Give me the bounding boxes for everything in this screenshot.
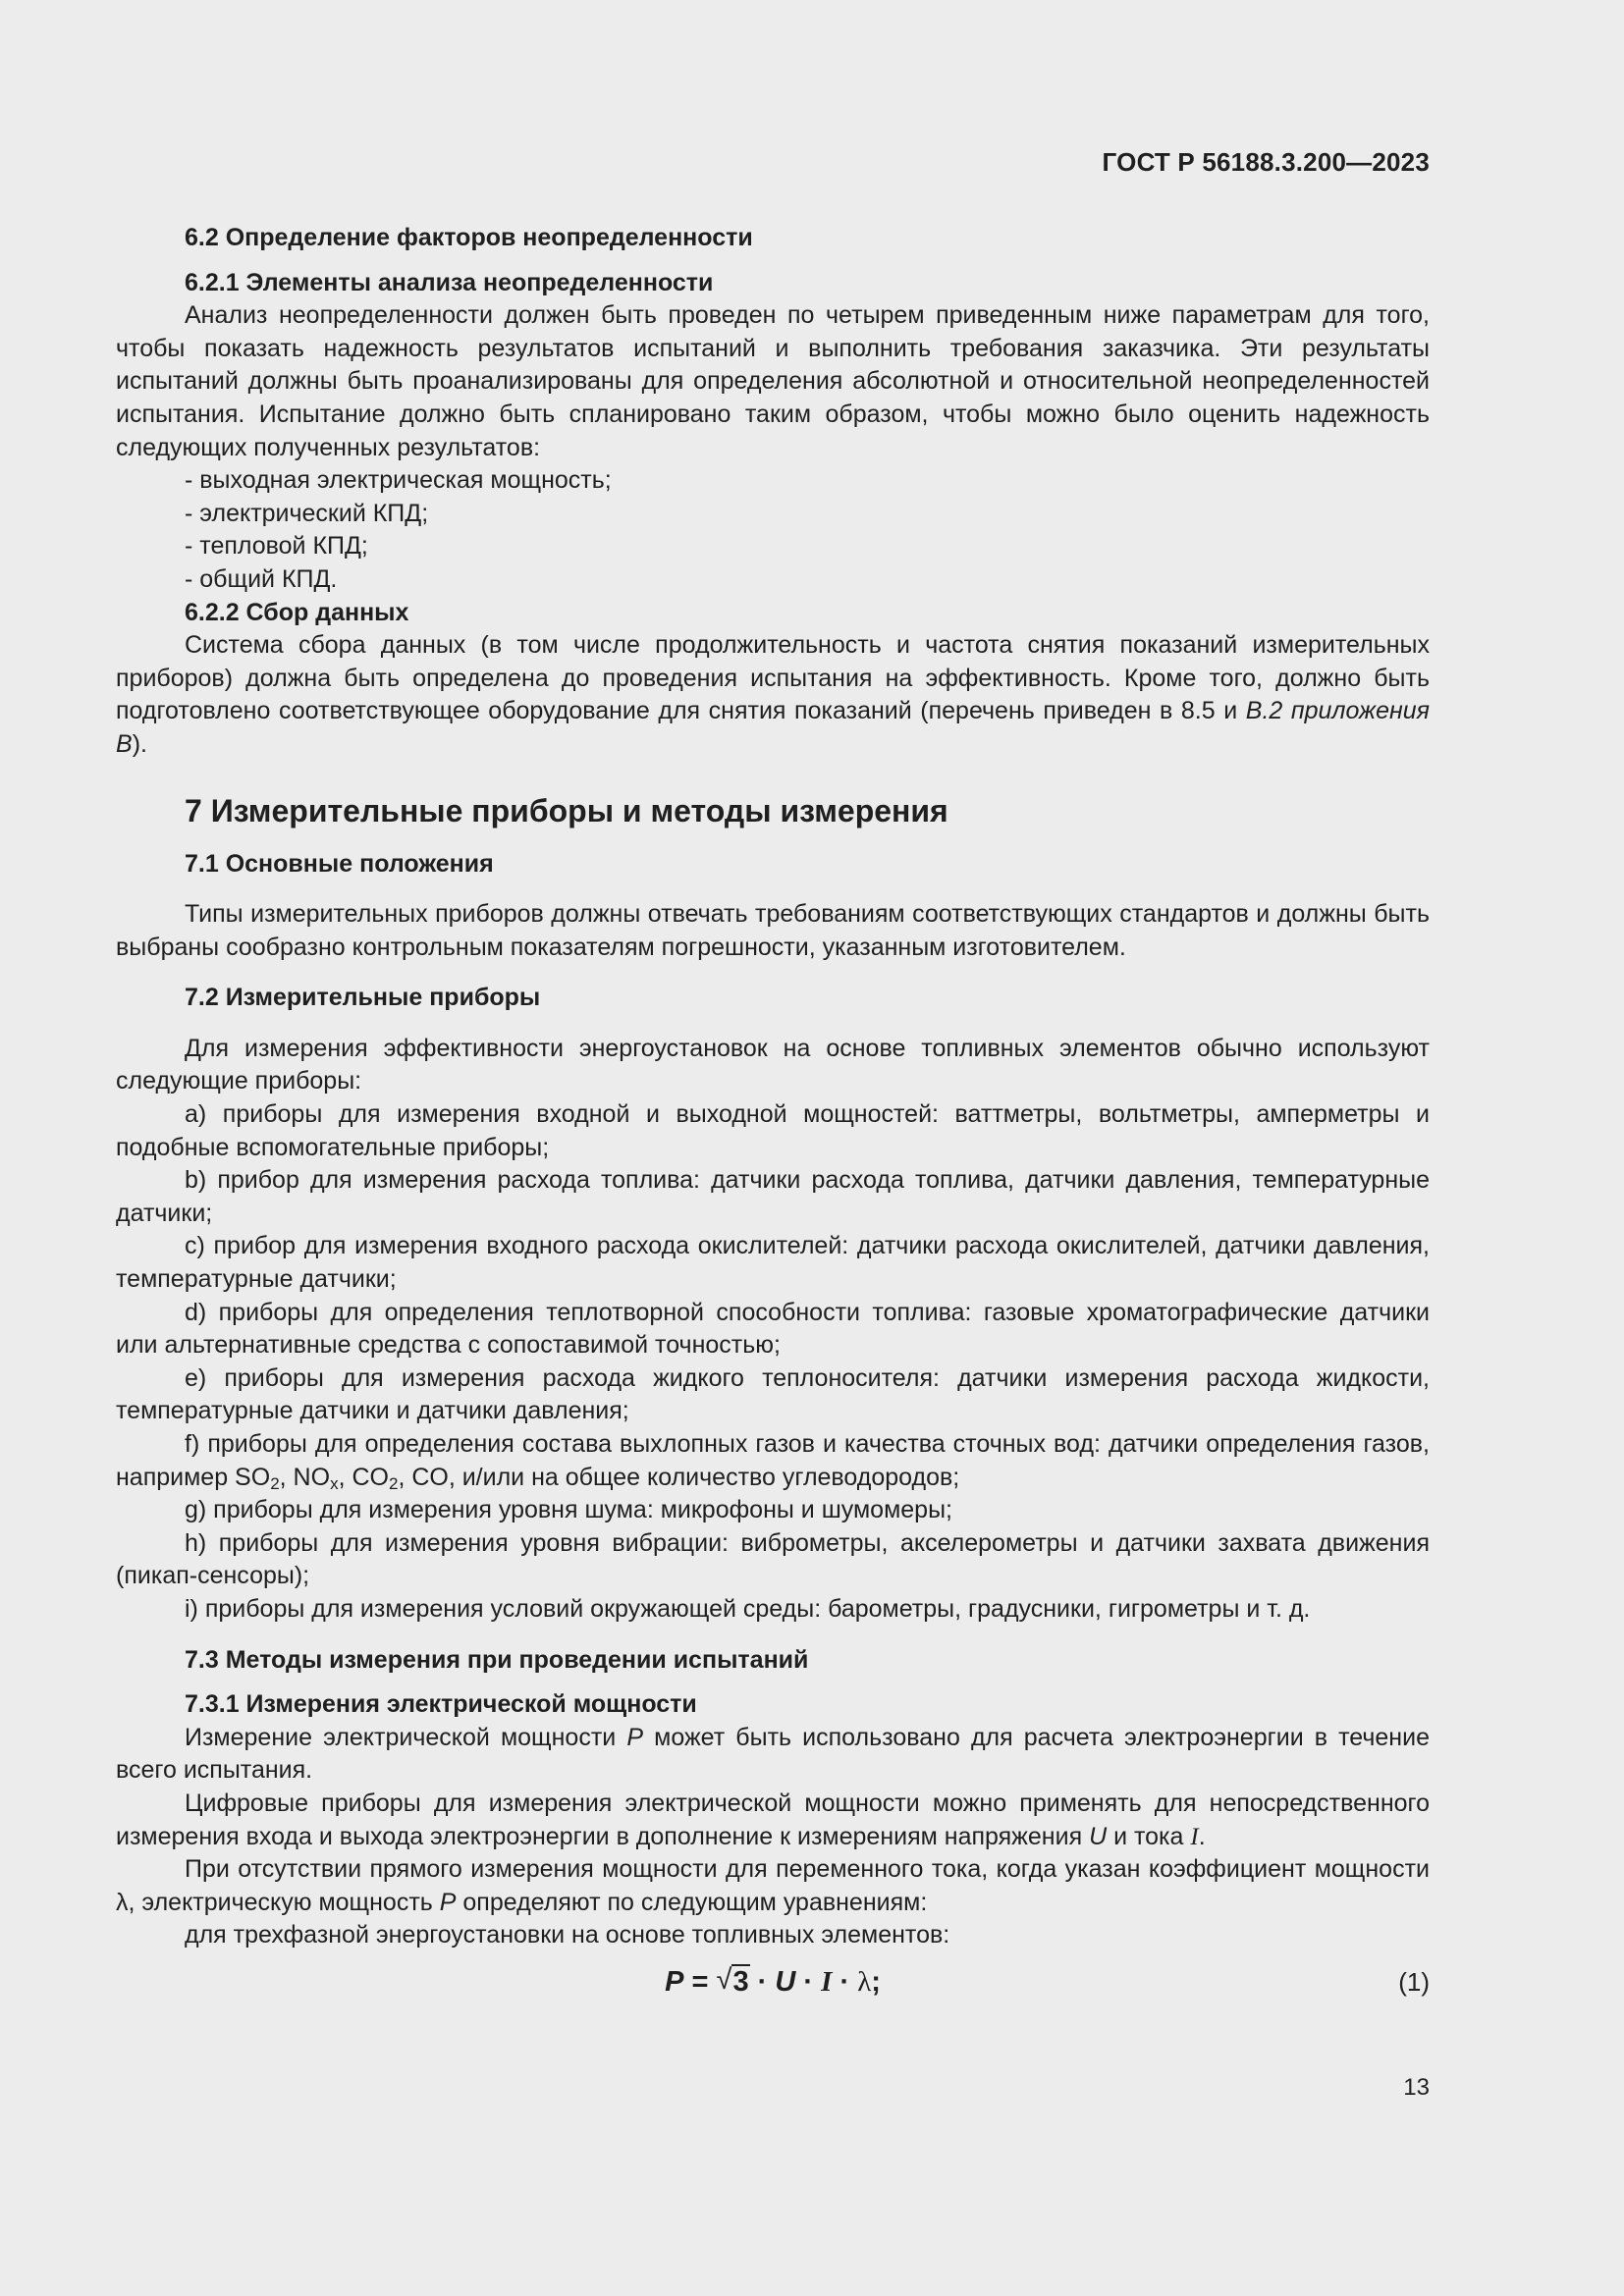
list-item: - выходная электрическая мощность;	[185, 466, 612, 495]
section-6-2-title: 6.2 Определение факторов неопределенности	[185, 224, 753, 251]
instrument-item-f: f) приборы для определения состава выхлопных газов и качества сточных вод: датчики определения газов, например $SO_2$, $NO_x$, $CO_2$, CO, и/или на общее количество углеводородов;	[116, 1430, 1430, 1493]
equation-number: (1)	[1398, 1966, 1430, 1997]
instrument-item-d: d) приборы для определения теплотворной способности топлива: газовые хроматографические датчики или альтернативные средства с сопоставимой точностью;	[116, 1298, 1430, 1360]
section-7-3-title: 7.3 Методы измерения при проведении испытаний	[185, 1645, 809, 1674]
page-content	[116, 222, 1430, 2005]
instrument-item-e: e) приборы для измерения расхода жидкого теплоносителя: датчики измерения расхода жидкости, температурные датчики и датчики давления;	[116, 1363, 1430, 1425]
section-7-2-title: 7.2 Измерительные приборы	[185, 984, 541, 1012]
section-7-3-1-para-4: для трехфазной энергоустановки на основе топливных элементов:	[185, 1921, 950, 1949]
list-item: - общий КПД.	[185, 564, 338, 593]
section-7-1-text: Типы измерительных приборов должны отвечать требованиям соответствующих стандартов и должны быть выбраны сообразно контрольным показателям погрешности, указанным изготовителем.	[116, 900, 1430, 961]
section-6-2-1-title: 6.2.1 Элементы анализа неопределенности	[185, 268, 714, 296]
section-7-3-1-title: 7.3.1 Измерения электрической мощности	[185, 1690, 697, 1719]
equation-1	[116, 1962, 1430, 2005]
section-6-2-2-title: 6.2.2 Сбор данных	[185, 598, 409, 626]
section-7-title: 7 Измерительные приборы и методы измерения	[185, 792, 948, 828]
section-7-2-intro: Для измерения эффективности энергоустановок на основе топливных элементов обычно используют следующие приборы:	[116, 1034, 1430, 1095]
section-7-3-1-para-2: Цифровые приборы для измерения электрической мощности можно применять для непосредственного измерения входа и выхода электроэнергии в дополнение к измерениям напряжения U и тока I.	[116, 1789, 1430, 1850]
list-item: - тепловой КПД;	[185, 532, 368, 561]
section-7-1-title: 7.1 Основные положения	[185, 849, 494, 878]
instrument-item-c: c) прибор для измерения входного расхода окислителей: датчики расхода окислителей, датчики давления, температурные датчики;	[116, 1232, 1430, 1294]
section-7-3-1-para-1: Измерение электрической мощности P может быть использовано для расчета электроэнергии в течение всего испытания.	[116, 1723, 1430, 1785]
instrument-item-b: b) прибор для измерения расхода топлива: датчики расхода топлива, датчики давления, температурные датчики;	[116, 1166, 1430, 1227]
document-header: ГОСТ Р 56188.3.200—2023	[1102, 147, 1430, 177]
instrument-item-h: h) приборы для измерения уровня вибрации: виброметры, акселерометры и датчики захвата движения (пикап-сенсоры);	[116, 1528, 1430, 1590]
section-6-2-1-text: Анализ неопределенности должен быть проведен по четырем приведенным ниже параметрам для того, чтобы показать надежность результатов испытаний и выполнить требования заказчика. Эти результаты испытаний должны быть проанализированы для определения абсолютной и относительной неопределенностей испытания. Испытание должно быть спланировано таким образом, чтобы можно было оценить надежность следующих полученных результатов:	[116, 301, 1430, 461]
square-root: √ 3	[716, 1963, 749, 1998]
section-6-2-2-text: Система сбора данных (в том числе продолжительность и частота снятия показаний измерительных приборов) должна быть определена до проведения испытания на эффективность. Кроме того, должно быть подготовлено соответствующее оборудование для снятия показаний (перечень приведен в 8.5 и В.2 приложения В).	[116, 631, 1431, 758]
appendix-reference: В.2 приложения В	[116, 697, 1431, 758]
equation-expression: P = √ 3 · U · I · λ;	[665, 1963, 881, 1998]
instrument-item-g: g) приборы для измерения уровня шума: микрофоны и шумомеры;	[185, 1496, 952, 1524]
instrument-item-i: i) приборы для измерения условий окружающей среды: барометры, градусники, гигрометры и т. д.	[185, 1594, 1311, 1623]
page-number: 13	[1403, 2074, 1430, 2101]
section-7-3-1-para-3: При отсутствии прямого измерения мощности для переменного тока, когда указан коэффициент мощности λ, электрическую мощность P определяют по следующим уравнениям:	[116, 1855, 1430, 1916]
list-item: - электрический КПД;	[185, 499, 429, 527]
instrument-item-a: a) приборы для измерения входной и выходной мощностей: ваттметры, вольтметры, амперметры и подобные вспомогательные приборы;	[116, 1100, 1430, 1161]
